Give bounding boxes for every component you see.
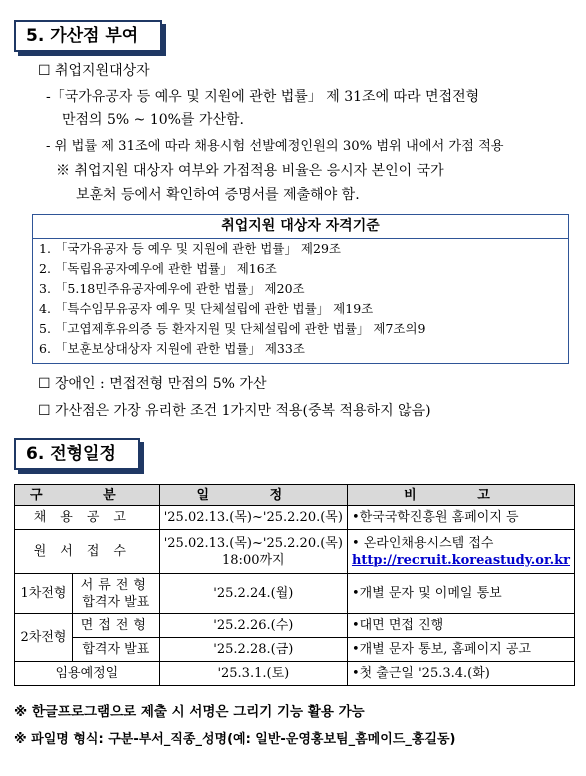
section6-title: 6. 전형일정 [14, 438, 140, 470]
item-disabled: ☐ 장애인 : 면접전형 만점의 5% 가산 [38, 376, 267, 392]
row-stage2-result: 합격자 발표 [72, 638, 159, 662]
row-notice-label: 채용공고 [15, 506, 160, 530]
row-notice-note: •한국국학진흥원 홈페이지 등 [347, 506, 574, 530]
apply-note-text: • 온라인채용시스템 접수 [351, 535, 494, 551]
apply-deadline: 18:00까지 [222, 552, 285, 568]
criteria-item: 6. 「보훈보상대상자 지원에 관한 법률」 제33조 [39, 341, 305, 356]
note-b: 보훈처 등에서 확인하여 증명서를 제출해야 함. [76, 187, 360, 203]
header-schedule: 일 정 [159, 485, 347, 506]
footnote-signature: ※ 한글프로그램으로 제출 시 서명은 그리기 기능 활용 가능 [14, 704, 365, 720]
note-a: ※ 취업지원 대상자 여부와 가점적용 비율은 응시자 본인이 국가 [56, 163, 444, 179]
row-apply-date [159, 530, 347, 574]
row-stage2-interview: 면접전형 [72, 614, 159, 638]
row-start-label: 임용예정일 [15, 662, 160, 686]
sub-text-1a: -「국가유공자 등 예우 및 지원에 관한 법률」 제 31조에 따라 면접전형 [46, 89, 480, 105]
row-start-date: '25.3.1.(토) [159, 662, 347, 686]
criteria-item: 5. 「고엽제후유의증 등 환자지원 및 단체설립에 관한 법률」 제7조의9 [39, 321, 426, 336]
row-notice-date: '25.02.13.(목)~'25.2.20.(목) [159, 506, 347, 530]
row-stage2-interview-date: '25.2.26.(수) [159, 614, 347, 638]
apply-date-range: '25.02.13.(목)~'25.2.20.(목) [163, 535, 343, 551]
row-stage2-label: 2차전형 [15, 614, 73, 662]
row-stage2-result-note: •개별 문자 통보, 홈페이지 공고 [347, 638, 574, 662]
sub-text-1b: 만점의 5% ~ 10%를 가산함. [62, 112, 244, 128]
sub-text-2: - 위 법률 제 31조에 따라 채용시험 선발예정인원의 30% 범위 내에서 가점 적용 [46, 139, 504, 154]
stage1-sub2: 합격자 발표 [82, 594, 150, 610]
row-stage2-result-date: '25.2.28.(금) [159, 638, 347, 662]
recruit-link[interactable]: http://recruit.koreastudy.or.kr [351, 552, 570, 568]
criteria-title: 취업지원 대상자 자격기준 [33, 215, 568, 239]
item-bonus-rule: ☐ 가산점은 가장 유리한 조건 1가지만 적용(중복 적용하지 않음) [38, 403, 431, 419]
item-employment-support: ☐ 취업지원대상자 [38, 63, 150, 79]
apply-link-wrap [352, 552, 570, 569]
criteria-item: 4. 「특수임무유공자 예우 및 단체설립에 관한 법률」 제19조 [39, 301, 374, 316]
row-start-note: •첫 출근일 '25.3.4.(화) [347, 662, 574, 686]
row-apply-note [347, 530, 574, 574]
row-stage1-note: •개별 문자 및 이메일 통보 [347, 574, 574, 614]
criteria-item: 2. 「독립유공자예우에 관한 법률」 제16조 [39, 261, 277, 276]
criteria-item: 3. 「5.18민주유공자예우에 관한 법률」 제20조 [39, 281, 305, 296]
row-stage1-sub [72, 574, 159, 614]
schedule-table [14, 484, 575, 686]
header-remarks: 비 고 [347, 485, 574, 506]
criteria-item: 1. 「국가유공자 등 예우 및 지원에 관한 법률」 제29조 [39, 241, 341, 256]
row-stage1-date: '25.2.24.(월) [159, 574, 347, 614]
footnote-filename: ※ 파일명 형식: 구분-부서_직종_성명(예: 일반-운영홍보팀_홈메이드_홍길동) [14, 732, 456, 747]
stage1-sub1: 서류전형 [80, 577, 151, 593]
row-stage1-label: 1차전형 [15, 574, 73, 614]
header-category: 구 분 [15, 485, 160, 506]
row-apply-label: 원서접수 [15, 530, 160, 574]
section5-title: 5. 가산점 부여 [14, 20, 162, 52]
criteria-box [32, 214, 569, 364]
row-stage2-interview-note: •대면 면접 진행 [347, 614, 574, 638]
